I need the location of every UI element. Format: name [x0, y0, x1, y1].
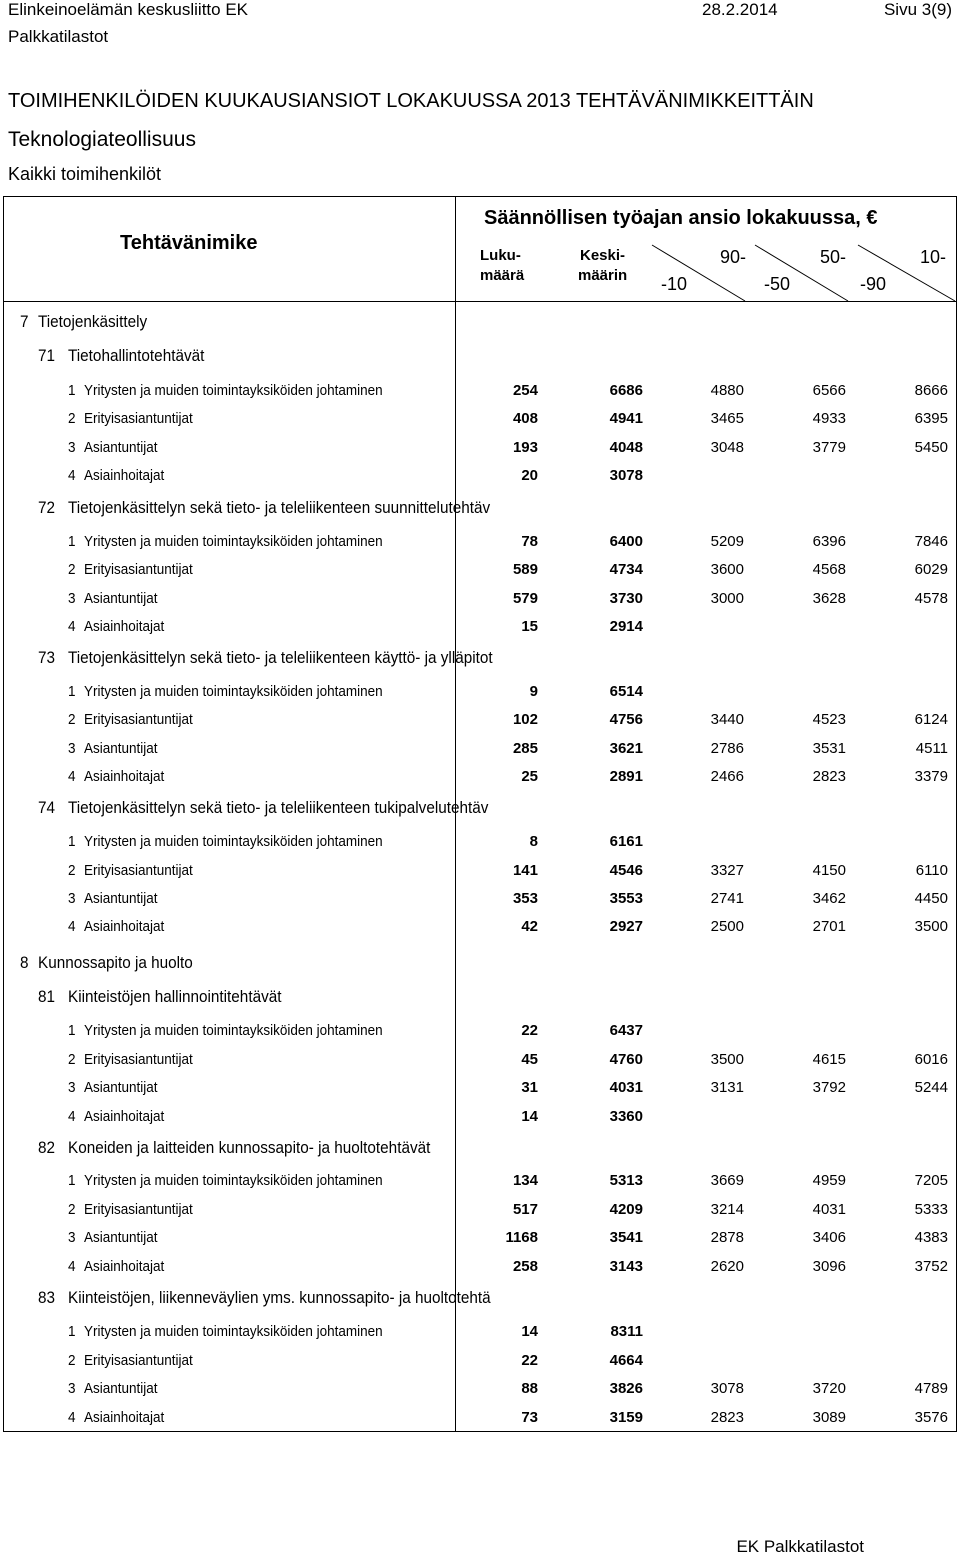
mean-cell: 3143	[609, 1258, 643, 1275]
job-title: Asiantuntijat	[84, 1229, 158, 1246]
p90-cell: 3500	[710, 1051, 744, 1068]
row-code: 1	[68, 833, 76, 850]
p90-cell: 3465	[710, 410, 744, 427]
job-title: Yritysten ja muiden toimintayksiköiden johtaminen	[84, 1172, 383, 1189]
p90-cell: 3600	[710, 561, 744, 578]
p90-cell: 3440	[710, 711, 744, 728]
row-code: 3	[68, 890, 76, 907]
p50-cell: 4615	[812, 1051, 846, 1068]
row-code: 3	[68, 740, 76, 757]
p10-cell: 5244	[914, 1079, 948, 1096]
column-header-p10-bottom: -10	[661, 274, 688, 294]
mean-cell: 8311	[610, 1323, 643, 1340]
p10-cell: 3500	[914, 918, 948, 935]
row-code: 1	[68, 683, 76, 700]
count-cell: 88	[521, 1380, 538, 1397]
count-cell: 78	[521, 533, 538, 550]
p90-cell: 3327	[710, 862, 744, 879]
mean-cell: 3730	[609, 590, 643, 607]
job-title: Erityisasiantuntijat	[84, 410, 193, 427]
count-cell: 45	[521, 1051, 538, 1068]
column-header-p10-top: 10-	[920, 247, 947, 267]
column-header-title: Tehtävänimike	[120, 232, 258, 254]
p50-cell: 3462	[812, 890, 846, 907]
p90-cell: 3000	[710, 590, 744, 607]
count-cell: 285	[512, 740, 538, 757]
job-title: Yritysten ja muiden toimintayksiköiden johtaminen	[84, 382, 383, 399]
p50-cell: 4523	[812, 711, 846, 728]
mean-cell: 2927	[609, 918, 643, 935]
job-title: Asiantuntijat	[84, 740, 158, 757]
p50-cell: 4933	[812, 410, 846, 427]
row-code: 3	[68, 1079, 76, 1096]
report-subtitle: Palkkatilastot	[8, 27, 109, 46]
p90-cell: 2878	[710, 1229, 744, 1246]
row-code: 1	[68, 1172, 76, 1189]
count-cell: 14	[521, 1323, 538, 1340]
organization-name: Elinkeinoelämän keskusliitto EK	[8, 0, 249, 19]
row-code: 2	[68, 711, 76, 728]
mean-cell: 5313	[609, 1172, 643, 1189]
p50-cell: 3628	[812, 590, 846, 607]
count-cell: 9	[529, 683, 538, 700]
row-code: 4	[68, 467, 76, 484]
job-title: Asiainhoitajat	[84, 618, 165, 635]
category-code: 7	[20, 312, 29, 331]
industry-title: Teknologiateollisuus	[8, 128, 196, 151]
mean-cell: 4760	[609, 1051, 643, 1068]
p90-cell: 2500	[710, 918, 744, 935]
column-header-mean-line2: määrin	[578, 267, 628, 284]
p90-cell: 2466	[710, 768, 744, 785]
mean-cell: 4941	[609, 410, 643, 427]
job-title: Asiainhoitajat	[84, 467, 165, 484]
mean-cell: 3826	[609, 1380, 643, 1397]
p10-cell: 4511	[915, 740, 948, 757]
job-title: Asiantuntijat	[84, 890, 158, 907]
row-code: 2	[68, 561, 76, 578]
mean-cell: 6514	[609, 683, 643, 700]
job-title: Asiainhoitajat	[84, 918, 165, 935]
count-cell: 31	[521, 1079, 538, 1096]
mean-cell: 4048	[609, 439, 643, 456]
row-code: 3	[68, 1380, 76, 1397]
subcategory-title: Tietojenkäsittelyn sekä tieto- ja teleliikenteen tukipalvelutehtäv	[68, 798, 489, 817]
count-cell: 22	[521, 1352, 538, 1369]
mean-cell: 2914	[609, 618, 643, 635]
p50-cell: 2701	[812, 918, 846, 935]
subcategory-code: 82	[38, 1138, 56, 1157]
count-cell: 258	[512, 1258, 538, 1275]
count-cell: 579	[512, 590, 538, 607]
job-title: Asiainhoitajat	[84, 1108, 165, 1125]
count-cell: 8	[529, 833, 538, 850]
p50-cell: 4568	[812, 561, 846, 578]
job-title: Erityisasiantuntijat	[84, 1051, 193, 1068]
job-title: Asiainhoitajat	[84, 1258, 165, 1275]
p50-cell: 4959	[812, 1172, 846, 1189]
category-code: 8	[20, 953, 29, 972]
p50-cell: 4031	[812, 1201, 846, 1218]
p90-cell: 3078	[710, 1380, 744, 1397]
p90-cell: 2620	[710, 1258, 744, 1275]
mean-cell: 3621	[609, 740, 643, 757]
p10-cell: 3576	[914, 1409, 948, 1426]
category-title: Tietojenkäsittely	[38, 312, 148, 331]
row-code: 4	[68, 1108, 76, 1125]
row-code: 1	[68, 382, 76, 399]
column-header-mean-line1: Keski-	[580, 247, 626, 264]
job-title: Erityisasiantuntijat	[84, 1352, 193, 1369]
category-title: Kunnossapito ja huolto	[38, 953, 193, 972]
subcategory-title: Kiinteistöjen hallinnointitehtävät	[68, 987, 282, 1006]
job-title: Yritysten ja muiden toimintayksiköiden johtaminen	[84, 1323, 383, 1340]
p10-cell: 3379	[914, 768, 948, 785]
row-code: 1	[68, 1323, 76, 1340]
row-code: 2	[68, 1051, 76, 1068]
p90-cell: 5209	[710, 533, 744, 550]
p50-cell: 4150	[812, 862, 846, 879]
p10-cell: 6395	[914, 410, 948, 427]
p50-cell: 6566	[812, 382, 846, 399]
mean-cell: 3541	[609, 1229, 643, 1246]
row-code: 1	[68, 1022, 76, 1039]
mean-cell: 4734	[609, 561, 643, 578]
job-title: Asiainhoitajat	[84, 768, 165, 785]
job-title: Asiantuntijat	[84, 1380, 158, 1397]
p10-cell: 4450	[914, 890, 948, 907]
p50-cell: 3096	[812, 1258, 846, 1275]
report-title: TOIMIHENKILÖIDEN KUUKAUSIANSIOT LOKAKUUSSA 2013 TEHTÄVÄNIMIKKEITTÄIN	[8, 90, 814, 112]
row-code: 2	[68, 862, 76, 879]
count-cell: 353	[512, 890, 538, 907]
row-code: 2	[68, 410, 76, 427]
mean-cell: 4546	[609, 862, 643, 879]
mean-cell: 4031	[609, 1079, 643, 1096]
row-code: 4	[68, 618, 76, 635]
row-code: 3	[68, 439, 76, 456]
count-cell: 517	[512, 1201, 538, 1218]
p90-cell: 2823	[710, 1409, 744, 1426]
job-title: Asiantuntijat	[84, 590, 158, 607]
column-header-p50-bottom: -50	[764, 274, 791, 294]
subcategory-code: 81	[38, 987, 56, 1006]
mean-cell: 3078	[609, 467, 643, 484]
subcategory-code: 73	[38, 648, 56, 667]
column-header-count-line2: määrä	[480, 267, 525, 284]
p10-cell: 4383	[914, 1229, 948, 1246]
subcategory-code: 72	[38, 498, 56, 517]
p50-cell: 3792	[812, 1079, 846, 1096]
p10-cell: 6029	[914, 561, 948, 578]
row-code: 1	[68, 533, 76, 550]
mean-cell: 6400	[609, 533, 643, 550]
job-title: Erityisasiantuntijat	[84, 711, 193, 728]
p90-cell: 2741	[710, 890, 744, 907]
p90-cell: 4880	[710, 382, 744, 399]
count-cell: 134	[512, 1172, 538, 1189]
mean-cell: 4756	[609, 711, 643, 728]
count-cell: 20	[521, 467, 538, 484]
mean-cell: 3159	[609, 1409, 643, 1426]
report-date: 28.2.2014	[702, 0, 778, 19]
count-cell: 73	[521, 1409, 538, 1426]
p10-cell: 6016	[914, 1051, 948, 1068]
count-cell: 102	[512, 711, 538, 728]
page-number: Sivu 3(9)	[883, 0, 952, 19]
p10-cell: 8666	[914, 382, 948, 399]
column-header-p90-bottom: -90	[860, 274, 887, 294]
mean-cell: 4209	[609, 1201, 643, 1218]
job-title: Erityisasiantuntijat	[84, 862, 193, 879]
row-code: 4	[68, 768, 76, 785]
mean-cell: 4664	[609, 1352, 643, 1369]
group-title: Kaikki toimihenkilöt	[8, 164, 162, 184]
subcategory-code: 83	[38, 1288, 56, 1307]
p50-cell: 3720	[812, 1380, 846, 1397]
mean-cell: 6686	[609, 382, 643, 399]
p10-cell: 4578	[914, 590, 948, 607]
p50-cell: 3406	[812, 1229, 846, 1246]
row-code: 4	[68, 1258, 76, 1275]
row-code: 2	[68, 1201, 76, 1218]
job-title: Asiainhoitajat	[84, 1409, 165, 1426]
job-title: Asiantuntijat	[84, 439, 158, 456]
job-title: Yritysten ja muiden toimintayksiköiden johtaminen	[84, 683, 383, 700]
p10-cell: 4789	[914, 1380, 948, 1397]
subcategory-code: 74	[38, 798, 56, 817]
job-title: Erityisasiantuntijat	[84, 561, 193, 578]
p90-cell: 3131	[710, 1079, 744, 1096]
p10-cell: 6124	[914, 711, 948, 728]
count-cell: 14	[521, 1108, 538, 1125]
p90-cell: 3214	[710, 1201, 744, 1218]
p50-cell: 3089	[812, 1409, 846, 1426]
count-cell: 193	[512, 439, 538, 456]
p90-cell: 3048	[710, 439, 744, 456]
count-cell: 141	[512, 862, 538, 879]
p50-cell: 3531	[812, 740, 846, 757]
subcategory-code: 71	[38, 346, 56, 365]
job-title: Asiantuntijat	[84, 1079, 158, 1096]
count-cell: 22	[521, 1022, 538, 1039]
column-header-count-line1: Luku-	[480, 247, 521, 264]
mean-cell: 3553	[609, 890, 643, 907]
subcategory-title: Tietohallintotehtävät	[68, 346, 205, 365]
job-title: Yritysten ja muiden toimintayksiköiden johtaminen	[84, 1022, 383, 1039]
p10-cell: 5333	[914, 1201, 948, 1218]
footer-label: EK Palkkatilastot	[736, 1537, 864, 1556]
p10-cell: 5450	[914, 439, 948, 456]
count-cell: 254	[512, 382, 538, 399]
p50-cell: 3779	[812, 439, 846, 456]
job-title: Yritysten ja muiden toimintayksiköiden johtaminen	[84, 833, 383, 850]
count-cell: 42	[521, 918, 538, 935]
column-group-header: Säännöllisen työajan ansio lokakuussa, €	[484, 207, 878, 229]
job-title: Yritysten ja muiden toimintayksiköiden johtaminen	[84, 533, 383, 550]
p90-cell: 2786	[710, 740, 744, 757]
p10-cell: 7205	[914, 1172, 948, 1189]
job-title: Erityisasiantuntijat	[84, 1201, 193, 1218]
row-code: 3	[68, 1229, 76, 1246]
p10-cell: 7846	[914, 533, 948, 550]
mean-cell: 6437	[609, 1022, 643, 1039]
column-header-p90-top: 90-	[720, 247, 747, 267]
count-cell: 408	[512, 410, 538, 427]
mean-cell: 2891	[609, 768, 643, 785]
subcategory-title: Tietojenkäsittelyn sekä tieto- ja teleliikenteen käyttö- ja ylläpitot	[68, 648, 493, 667]
subcategory-title: Tietojenkäsittelyn sekä tieto- ja teleliikenteen suunnittelutehtäv	[68, 498, 491, 517]
column-header-p50-top: 50-	[820, 247, 847, 267]
p10-cell: 6110	[915, 862, 948, 879]
row-code: 3	[68, 590, 76, 607]
mean-cell: 3360	[609, 1108, 643, 1125]
p90-cell: 3669	[710, 1172, 744, 1189]
p50-cell: 2823	[812, 768, 846, 785]
count-cell: 1168	[505, 1229, 538, 1246]
row-code: 2	[68, 1352, 76, 1369]
p10-cell: 3752	[914, 1258, 948, 1275]
p50-cell: 6396	[812, 533, 846, 550]
subcategory-title: Kiinteistöjen, liikenneväylien yms. kunnossapito- ja huoltotehtä	[68, 1288, 491, 1307]
count-cell: 25	[521, 768, 538, 785]
subcategory-title: Koneiden ja laitteiden kunnossapito- ja huoltotehtävät	[68, 1138, 431, 1157]
row-code: 4	[68, 918, 76, 935]
count-cell: 589	[512, 561, 538, 578]
count-cell: 15	[521, 618, 538, 635]
mean-cell: 6161	[609, 833, 643, 850]
row-code: 4	[68, 1409, 76, 1426]
